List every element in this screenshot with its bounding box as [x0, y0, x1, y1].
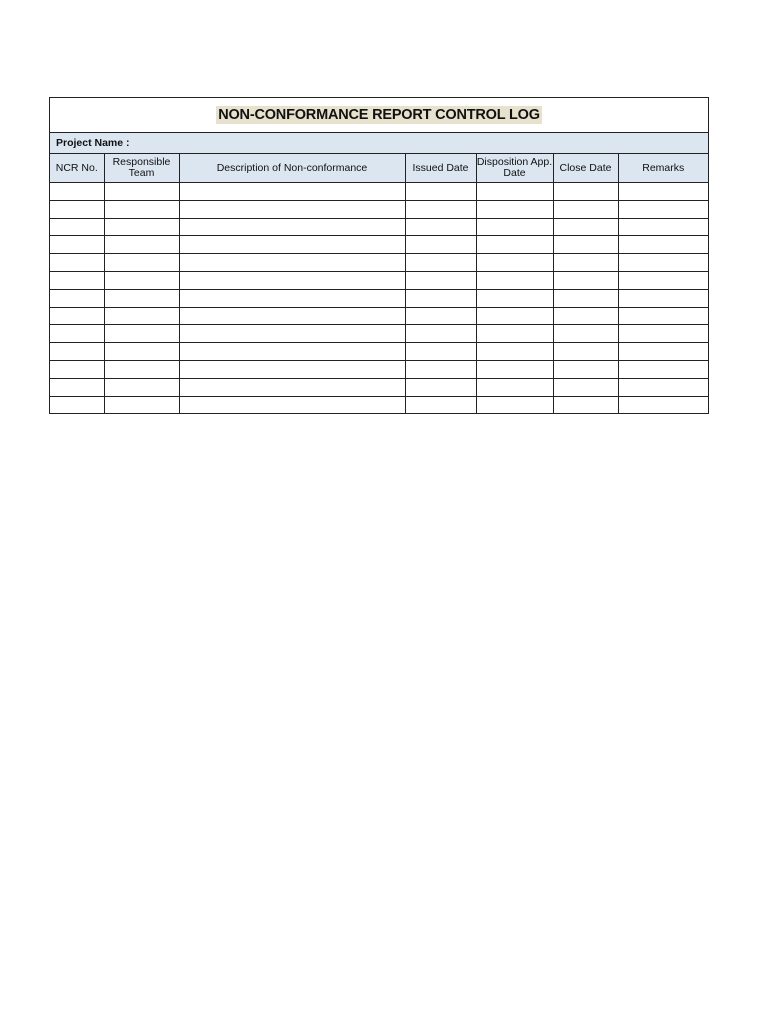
table-cell	[476, 218, 553, 236]
col-header-description: Description of Non-conformance	[179, 154, 405, 183]
table-cell	[179, 307, 405, 325]
table-body	[50, 183, 708, 414]
col-header-close-date: Close Date	[553, 154, 618, 183]
table-cell	[553, 236, 618, 254]
table-row	[50, 360, 708, 378]
table-cell	[405, 289, 476, 307]
table-cell	[50, 218, 104, 236]
table-cell	[476, 271, 553, 289]
table-cell	[50, 200, 104, 218]
table-row	[50, 307, 708, 325]
table-cell	[476, 236, 553, 254]
table-cell	[553, 360, 618, 378]
table-row	[50, 200, 708, 218]
table-cell	[618, 271, 708, 289]
table-cell	[50, 307, 104, 325]
table-cell	[104, 218, 179, 236]
table-row	[50, 396, 708, 413]
table-cell	[104, 325, 179, 343]
table-cell	[104, 360, 179, 378]
table-cell	[553, 218, 618, 236]
table-cell	[553, 289, 618, 307]
table-cell	[179, 378, 405, 396]
table-cell	[405, 200, 476, 218]
col-header-ncr-no: NCR No.	[50, 154, 104, 183]
table-cell	[50, 254, 104, 272]
table-cell	[553, 183, 618, 201]
table-cell	[553, 325, 618, 343]
table-cell	[553, 396, 618, 413]
table-cell	[476, 325, 553, 343]
table-cell	[405, 254, 476, 272]
table-cell	[476, 254, 553, 272]
title-row	[50, 98, 708, 133]
table-cell	[104, 378, 179, 396]
table-cell	[50, 325, 104, 343]
table-cell	[476, 307, 553, 325]
table-row	[50, 378, 708, 396]
table-cell	[405, 396, 476, 413]
table-cell	[104, 396, 179, 413]
table-cell	[618, 396, 708, 413]
table-cell	[476, 183, 553, 201]
table-row	[50, 218, 708, 236]
table-cell	[50, 289, 104, 307]
table-cell	[179, 396, 405, 413]
table-cell	[104, 200, 179, 218]
table-cell	[618, 218, 708, 236]
table-cell	[179, 218, 405, 236]
table-cell	[553, 307, 618, 325]
ncr-control-log-sheet	[49, 97, 709, 414]
table-cell	[104, 343, 179, 361]
table-cell	[553, 200, 618, 218]
table-cell	[50, 396, 104, 413]
table-cell	[618, 200, 708, 218]
table-cell	[104, 183, 179, 201]
table-cell	[50, 343, 104, 361]
table-cell	[179, 360, 405, 378]
table-cell	[476, 378, 553, 396]
table-cell	[618, 289, 708, 307]
table-row	[50, 343, 708, 361]
table-row	[50, 236, 708, 254]
table-cell	[618, 307, 708, 325]
table-cell	[50, 378, 104, 396]
table-cell	[179, 183, 405, 201]
table-cell	[553, 254, 618, 272]
table-cell	[405, 218, 476, 236]
table-cell	[405, 307, 476, 325]
table-row	[50, 325, 708, 343]
table-row	[50, 271, 708, 289]
table-row	[50, 289, 708, 307]
document-title: NON-CONFORMANCE REPORT CONTROL LOG	[218, 107, 540, 123]
table-cell	[179, 325, 405, 343]
table-cell	[50, 183, 104, 201]
col-header-disposition-date: Disposition App. Date	[476, 154, 553, 183]
table-cell	[104, 254, 179, 272]
table-cell	[476, 343, 553, 361]
table-cell	[618, 325, 708, 343]
table-cell	[179, 289, 405, 307]
table-cell	[405, 343, 476, 361]
table-cell	[405, 236, 476, 254]
table-cell	[104, 307, 179, 325]
col-header-issued-date: Issued Date	[405, 154, 476, 183]
table-cell	[405, 271, 476, 289]
table-cell	[405, 325, 476, 343]
table-cell	[618, 183, 708, 201]
table-cell	[618, 236, 708, 254]
table-cell	[476, 289, 553, 307]
table-cell	[179, 254, 405, 272]
table-cell	[476, 396, 553, 413]
table-cell	[104, 271, 179, 289]
ncr-log-table	[50, 154, 708, 413]
table-cell	[405, 360, 476, 378]
table-cell	[104, 289, 179, 307]
table-cell	[553, 378, 618, 396]
table-cell	[179, 271, 405, 289]
table-cell	[50, 236, 104, 254]
table-cell	[618, 360, 708, 378]
table-cell	[179, 343, 405, 361]
table-cell	[405, 378, 476, 396]
table-cell	[179, 236, 405, 254]
table-cell	[104, 236, 179, 254]
table-cell	[179, 200, 405, 218]
table-cell	[618, 254, 708, 272]
table-cell	[553, 271, 618, 289]
table-cell	[476, 360, 553, 378]
table-cell	[553, 343, 618, 361]
table-cell	[618, 343, 708, 361]
table-cell	[405, 183, 476, 201]
project-name-row	[50, 133, 708, 154]
project-name-label: Project Name :	[56, 137, 130, 149]
table-cell	[50, 271, 104, 289]
table-cell	[618, 378, 708, 396]
table-cell	[476, 200, 553, 218]
col-header-remarks: Remarks	[618, 154, 708, 183]
table-row	[50, 183, 708, 201]
col-header-responsible-team: Responsible Team	[104, 154, 179, 183]
table-cell	[50, 360, 104, 378]
table-row	[50, 254, 708, 272]
table-header-row	[50, 154, 708, 183]
